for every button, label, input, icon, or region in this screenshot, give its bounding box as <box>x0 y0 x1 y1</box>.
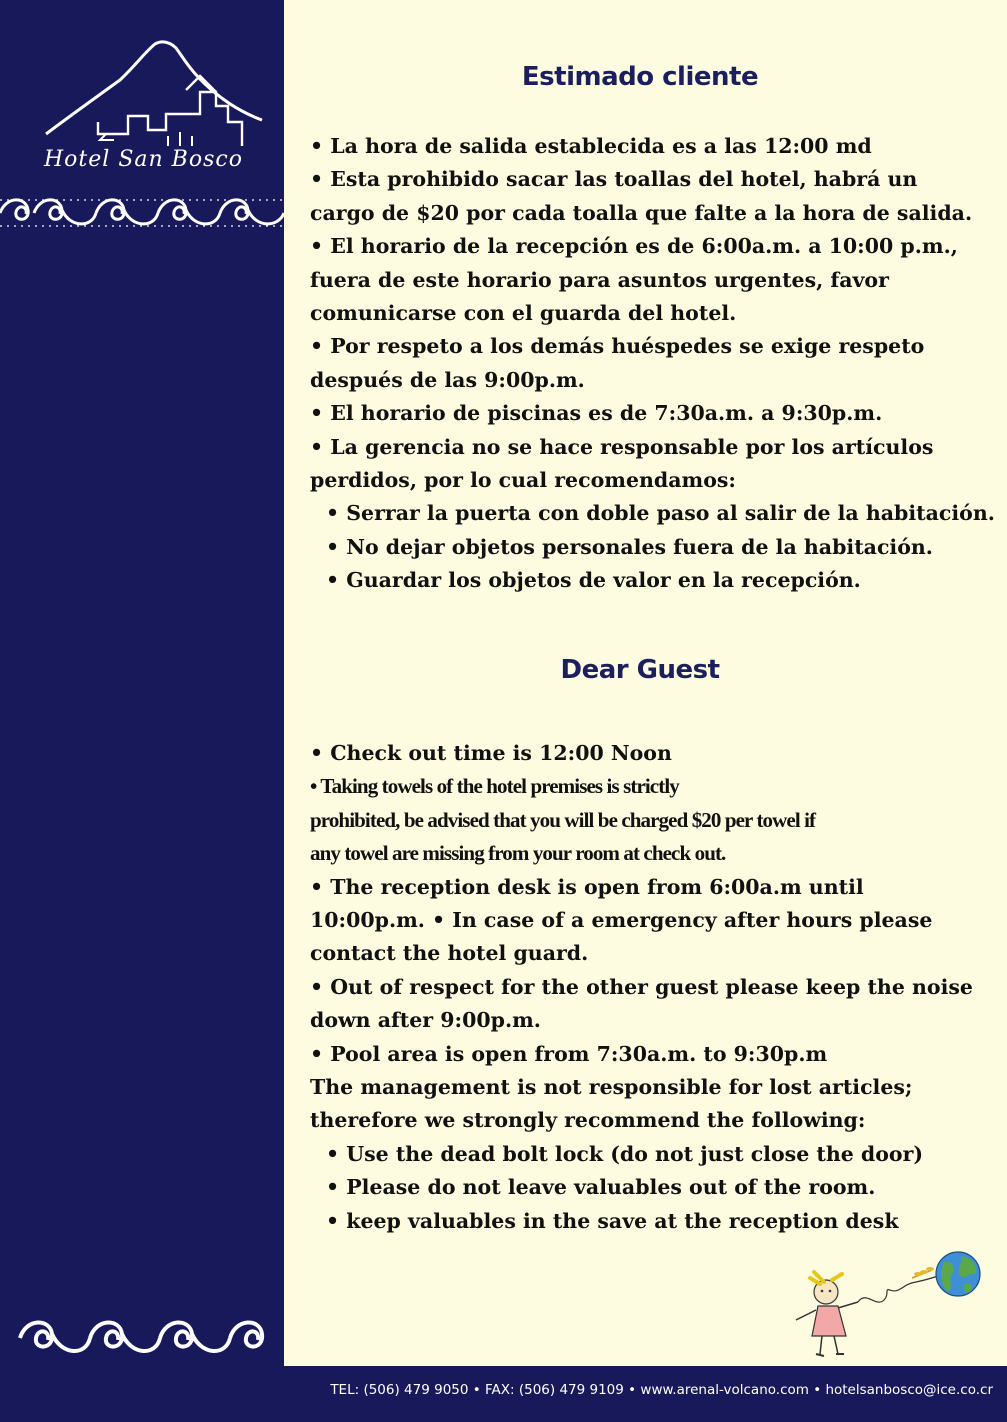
scroll-ornament-icon <box>0 192 284 234</box>
rule-line: contact the hotel guard. <box>310 941 589 966</box>
rule-line: después de las 9:00p.m. <box>310 367 585 392</box>
rule-line: fuera de este horario para asuntos urgentes, favor <box>310 267 889 292</box>
footer-contact: TEL: (506) 479 9050 • FAX: (506) 479 9109 • www.arenal-volcano.com • hotelsanbosco@ice.co.cr <box>330 1382 993 1398</box>
rule-line: • Taking towels of the hotel premises is strictly <box>310 774 679 799</box>
rule-subitem: • keep valuables in the save at the reception desk <box>326 1208 899 1233</box>
hotel-logo-name: Hotel San Bosco <box>44 147 243 172</box>
rule-subitem: • Guardar los objetos de valor en la recepción. <box>326 568 861 593</box>
rule-line: cargo de $20 por cada toalla que falte a la hora de salida. <box>310 200 973 225</box>
english-heading: Dear Guest <box>560 655 720 685</box>
rule-subitem: • Serrar la puerta con doble paso al salir de la habitación. <box>326 501 995 526</box>
rule-line: perdidos, por lo cual recomendamos: <box>310 468 736 493</box>
rule-line: • Check out time is 12:00 Noon <box>310 741 672 765</box>
rule-line: • Out of respect for the other guest please keep the noise <box>310 974 973 999</box>
rule-line: • The reception desk is open from 6:00a.m until <box>310 874 864 899</box>
globe-icon <box>936 1252 980 1296</box>
rule-line: • El horario de piscinas es de 7:30a.m. a 9:30p.m. <box>310 401 883 426</box>
rule-line: 10:00p.m. • In case of a emergency after hours please <box>310 908 933 933</box>
rule-line: The management is not responsible for lost articles; <box>310 1075 913 1100</box>
spanish-heading: Estimado cliente <box>521 62 759 92</box>
child-with-kite-illustration <box>780 1250 990 1362</box>
rule-line: any towel are missing from your room at check out. <box>310 841 726 866</box>
rule-subitem: • Use the dead bolt lock (do not just close the door) <box>326 1141 924 1166</box>
rule-line: • Por respeto a los demás huéspedes se exige respeto <box>310 334 925 359</box>
sidebar <box>0 0 284 1422</box>
rule-subitem: • No dejar objetos personales fuera de la habitación. <box>326 534 933 559</box>
rule-line: • La hora de salida establecida es a las 12:00 md <box>310 134 872 158</box>
rule-line: comunicarse con el guarda del hotel. <box>310 301 737 326</box>
rule-line: • La gerencia no se hace responsable por los artículos <box>310 434 934 459</box>
rule-line: • Pool area is open from 7:30a.m. to 9:30p.m <box>310 1041 828 1066</box>
english-rules <box>310 737 1000 1238</box>
footer-bar <box>0 1366 1007 1422</box>
rule-line: therefore we strongly recommend the following: <box>310 1108 866 1133</box>
rule-line: • El horario de la recepción es de 6:00a.m. a 10:00 p.m., <box>310 234 958 259</box>
rule-line: down after 9:00p.m. <box>310 1008 541 1033</box>
rule-line: • Esta prohibido sacar las toallas del hotel, habrá un <box>310 167 918 192</box>
rule-line: prohibited, be advised that you will be charged $20 per towel if <box>310 807 816 832</box>
scroll-ornament-icon <box>0 1312 284 1364</box>
spanish-rules <box>310 130 1000 598</box>
rule-subitem: • Please do not leave valuables out of the room. <box>326 1175 876 1200</box>
